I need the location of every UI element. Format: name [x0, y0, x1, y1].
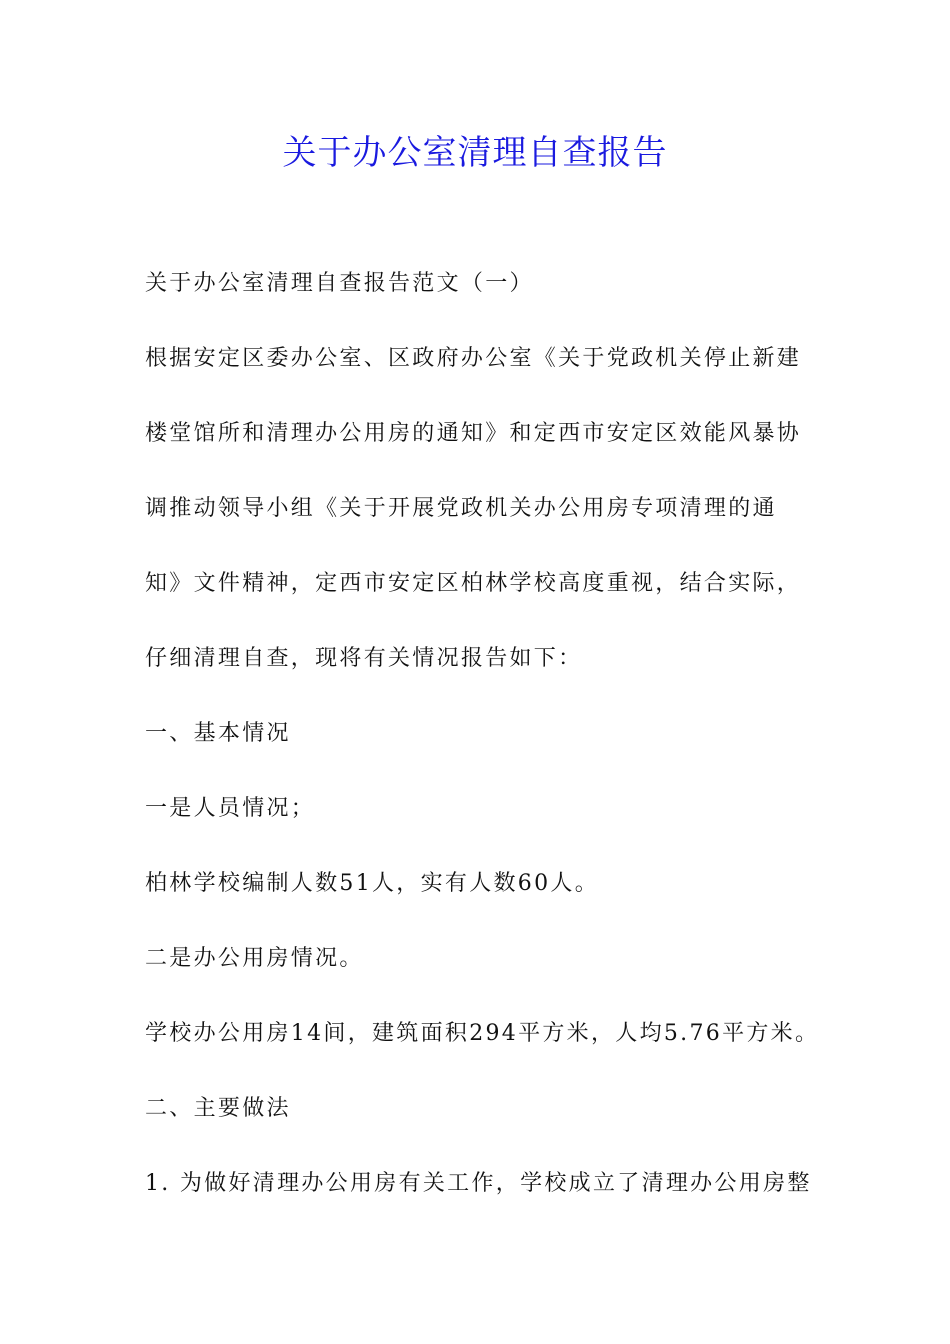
paragraph-line: 柏林学校编制人数51人，实有人数60人。 [145, 871, 599, 896]
paragraph-line: 1. 为做好清理办公用房有关工作，学校成立了清理办公用房整 [145, 1171, 812, 1196]
paragraph-line: 楼堂馆所和清理办公用房的通知》和定西市安定区效能风暴协 [145, 421, 802, 446]
paragraph-line: 调推动领导小组《关于开展党政机关办公用房专项清理的通 [145, 496, 777, 521]
paragraph-line: 一是人员情况； [145, 796, 316, 821]
paragraph-line: 仔细清理自查，现将有关情况报告如下： [145, 646, 583, 671]
paragraph-line: 知》文件精神，定西市安定区柏林学校高度重视，结合实际， [145, 571, 802, 596]
paragraph-line: 根据安定区委办公室、区政府办公室《关于党政机关停止新建 [145, 346, 802, 371]
paragraph-line: 学校办公用房14间，建筑面积294平方米，人均5.76平方米。 [145, 1021, 820, 1046]
paragraph-line: 二是办公用房情况。 [145, 946, 364, 971]
document-body [145, 262, 820, 1237]
document-title: 关于办公室清理自查报告 [282, 133, 668, 173]
subtitle-line: 关于办公室清理自查报告范文（一） [145, 271, 534, 296]
section-heading: 一、基本情况 [145, 721, 291, 746]
section-heading: 二、主要做法 [145, 1096, 291, 1121]
